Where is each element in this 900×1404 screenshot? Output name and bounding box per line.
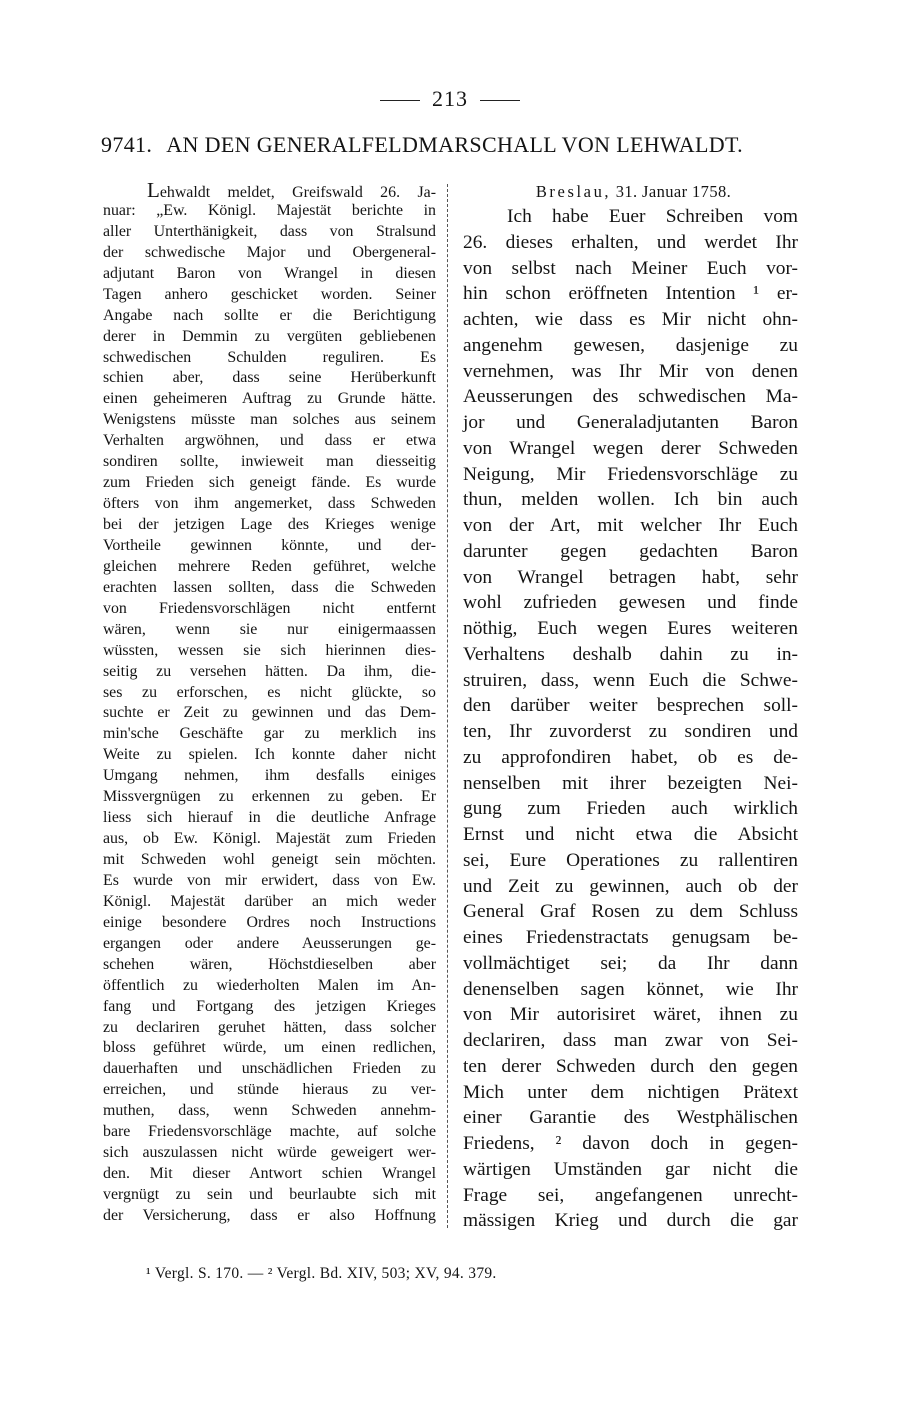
report-line: dauerhaften und unschädlichen Frieden zu <box>103 1060 436 1078</box>
page-number-rule-left <box>380 100 420 101</box>
report-line: Tagen anhero geschicket worden. Seiner <box>103 285 436 303</box>
report-line: bloss geführet würde, um einen redlichen, <box>103 1039 436 1057</box>
report-summary-column <box>103 180 436 1227</box>
dateline <box>463 180 798 204</box>
document-heading <box>101 132 801 158</box>
report-line: nuar: „Ew. Königl. Majestät berichte in <box>103 201 436 219</box>
report-line: fang und Fortgang des jetzigen Krieges <box>103 997 436 1015</box>
report-line: einige besondere Ordres noch Instructions <box>103 913 436 931</box>
letter-line: denenselben sagen könnet, wie Ihr <box>463 978 798 1000</box>
report-line: Weite zu spielen. Ich konnte daher nicht <box>103 746 436 764</box>
letter-line: ten derer Schweden durch den gegen <box>463 1055 798 1077</box>
report-line: bei der jetzigen Lage des Krieges wenige <box>103 516 436 533</box>
report-line: aller Unterthänigkeit, dass von Stralsund <box>103 222 436 240</box>
report-line: vergnügt zu sein und beurlaubte sich mit <box>103 1186 436 1203</box>
report-line: wüssten, wessen sie sich hierinnen dies- <box>103 641 436 659</box>
document-title: AN DEN GENERALFELDMARSCHALL VON LEHWALDT. <box>166 132 743 157</box>
report-line: ses zu erforschen, es nicht glückte, so <box>103 683 436 701</box>
letter-line: Ich habe Euer Schreiben vom <box>507 206 798 227</box>
letter-line: zu approfondiren habet, ob es de- <box>463 746 798 768</box>
report-line: Vortheile gewinnen könnte, und der- <box>103 536 436 554</box>
report-line: erreichen, und stünde hieraus zu ver- <box>103 1081 436 1099</box>
report-line: der schwedische Major und Obergeneral- <box>103 243 436 261</box>
report-line: der Versicherung, dass er also Hoffnung <box>103 1206 436 1224</box>
letter-line: von selbst nach Meiner Euch vor- <box>463 257 798 279</box>
report-line: zu declariren geruhet hätten, dass solcher <box>103 1018 436 1036</box>
report-line: muthen, dass, wenn Schweden annehm- <box>103 1102 436 1120</box>
report-line: schwedischen Schulden reguliren. Es <box>103 348 436 366</box>
letter-line: gung zum Frieden auch wirklich <box>463 798 798 820</box>
letter-line: struiren, dass, wenn Euch die Schwe- <box>463 669 798 691</box>
report-line: mit Schweden wohl geneigt sein möchten. <box>103 851 436 868</box>
letter-line: Aeusserungen des schwedischen Ma- <box>463 386 798 408</box>
report-line: Umgang nehmen, ihm desfalls einiges <box>103 767 436 785</box>
letter-line: wärtigen Umständen gar nicht die <box>463 1158 798 1180</box>
letter-line: achten, wie dass es Mir nicht ohn- <box>463 309 798 330</box>
letter-line: General Graf Rosen zu dem Schluss <box>463 901 798 923</box>
report-line: min'sche Geschäfte gar zu merklich ins <box>103 725 436 743</box>
letter-line: nöthig, Euch wegen Eures weiteren <box>463 618 798 639</box>
letter-line: vernehmen, was Ihr Mir von denen <box>463 360 798 382</box>
letter-line: mässigen Krieg und durch die gar <box>463 1210 798 1232</box>
report-line-text: ehwaldt meldet, Greifswald 26. Ja- <box>159 184 436 201</box>
report-line: sich auszulassen nicht würde geweigert wer- <box>103 1144 436 1162</box>
letter-line: nenselben mit ihrer bezeigten Nei- <box>463 772 798 794</box>
letter-line: eines Friedenstractats genugsam be- <box>463 927 798 948</box>
report-line: Verhalten argwöhnen, und dass er etwa <box>103 432 436 450</box>
report-line: von Friedensvorschlägen nicht entfernt <box>103 599 436 617</box>
column-divider <box>447 184 448 1228</box>
letter-column <box>463 180 798 1234</box>
report-line: wären, wenn sie nur einigermaassen <box>103 620 436 638</box>
letter-line: wohl zufrieden gewesen und finde <box>463 592 798 614</box>
letter-line: und Zeit zu gewinnen, auch ob der <box>463 875 798 897</box>
report-line: den. Mit dieser Antwort schien Wrangel <box>103 1165 436 1183</box>
letter-line: hin schon eröffneten Intention ¹ er- <box>463 283 798 305</box>
report-line: öfters von ihm angemerket, dass Schweden <box>103 495 436 513</box>
letter-line: jor und Generaladjutanten Baron <box>463 412 798 433</box>
report-line: aus, ob Ew. Königl. Majestät zum Frieden <box>103 830 436 848</box>
page-number-text: 213 <box>432 86 468 111</box>
letter-line: von der Art, mit welcher Ihr Euch <box>463 515 798 536</box>
letter-line: von Mir autorisiret wäret, ihnen zu <box>463 1004 798 1026</box>
letter-line: von Wrangel betragen habt, sehr <box>463 566 798 588</box>
report-line: derer in Demmin zu vergüten gebliebenen <box>103 327 436 345</box>
report-line: Es wurde von mir erwidert, dass von Ew. <box>103 871 436 889</box>
letter-line: von Wrangel wegen derer Schweden <box>463 437 798 459</box>
report-line: Wenigstens müsste man solches aus seinem <box>103 411 436 429</box>
report-line: gleichen mehrere Reden geführet, welche <box>103 557 436 575</box>
letter-line: vollmächtiget sei; da Ihr dann <box>463 952 798 974</box>
letter-line: declariren, dass man zwar von Sei- <box>463 1030 798 1051</box>
page-number <box>0 86 900 112</box>
report-line: sondiren sollte, inwieweit man diesseitig <box>103 453 436 471</box>
report-line: adjutant Baron von Wrangel in diesen <box>103 264 436 282</box>
report-line: erachten lassen sollten, dass die Schweden <box>103 578 436 596</box>
report-line: ergangen oder andere Aeusserungen ge- <box>103 934 436 952</box>
report-line: seitig zu versehen hätten. Da ihm, die- <box>103 662 436 680</box>
report-line: Missvergnügen zu erkennen zu geben. Er <box>103 788 436 806</box>
letter-line: Frage sei, angefangenen unrecht- <box>463 1184 798 1206</box>
letter-line: thun, melden wollen. Ich bin auch <box>463 489 798 511</box>
letter-line: Ernst und nicht etwa die Absicht <box>463 824 798 845</box>
dateline-place: Breslau, <box>535 182 612 201</box>
letter-line: ten, Ihr zuvorderst zu sondiren und <box>463 721 798 742</box>
letter-line: Friedens, ² davon doch in gegen- <box>463 1133 798 1154</box>
letter-line: sei, Eure Operationes zu rallentiren <box>463 849 798 871</box>
document-number: 9741. <box>101 132 153 157</box>
letter-line: darunter gegen gedachten Baron <box>463 540 798 562</box>
report-line: Königl. Majestät darüber an mich weder <box>103 892 436 910</box>
page-number-rule-right <box>480 100 520 101</box>
initial-letter: L <box>147 178 160 202</box>
letter-line: einer Garantie des Westphälischen <box>463 1107 798 1129</box>
letter-line: Verhaltens deshalb dahin zu in- <box>463 643 798 665</box>
footnotes: ¹ Vergl. S. 170. — ² Vergl. Bd. XIV, 503; XV, 94. 379. <box>146 1265 497 1282</box>
report-line: liess sich hierauf in die deutliche Anfrage <box>103 809 436 827</box>
report-line <box>103 180 436 201</box>
report-line: öffentlich zu wiederholten Malen im An- <box>103 976 436 994</box>
letter-line: den darüber weiter besprechen soll- <box>463 695 798 717</box>
letter-line: 26. dieses erhalten, und werdet Ihr <box>463 231 798 253</box>
letter-line: angenehm gewesen, dasjenige zu <box>463 334 798 356</box>
letter-line: Neigung, Mir Friedensvorschläge zu <box>463 463 798 485</box>
report-line: Angabe nach sollte er die Berichtigung <box>103 306 436 324</box>
letter-line: Mich unter dem nichtigen Prätext <box>463 1081 798 1103</box>
report-line: zum Frieden sich geneigt fände. Es wurde <box>103 474 436 492</box>
report-line: einen geheimeren Auftrag zu Grunde hätte. <box>103 390 436 408</box>
report-line: schien aber, dass seine Herüberkunft <box>103 369 436 387</box>
report-line: suchte er Zeit zu gewinnen und das Dem- <box>103 704 436 722</box>
report-line: bare Friedensvorschläge machte, auf solche <box>103 1123 436 1141</box>
dateline-date: 31. Januar 1758. <box>615 182 732 201</box>
report-line: schehen wären, Höchstdieselben aber <box>103 955 436 973</box>
